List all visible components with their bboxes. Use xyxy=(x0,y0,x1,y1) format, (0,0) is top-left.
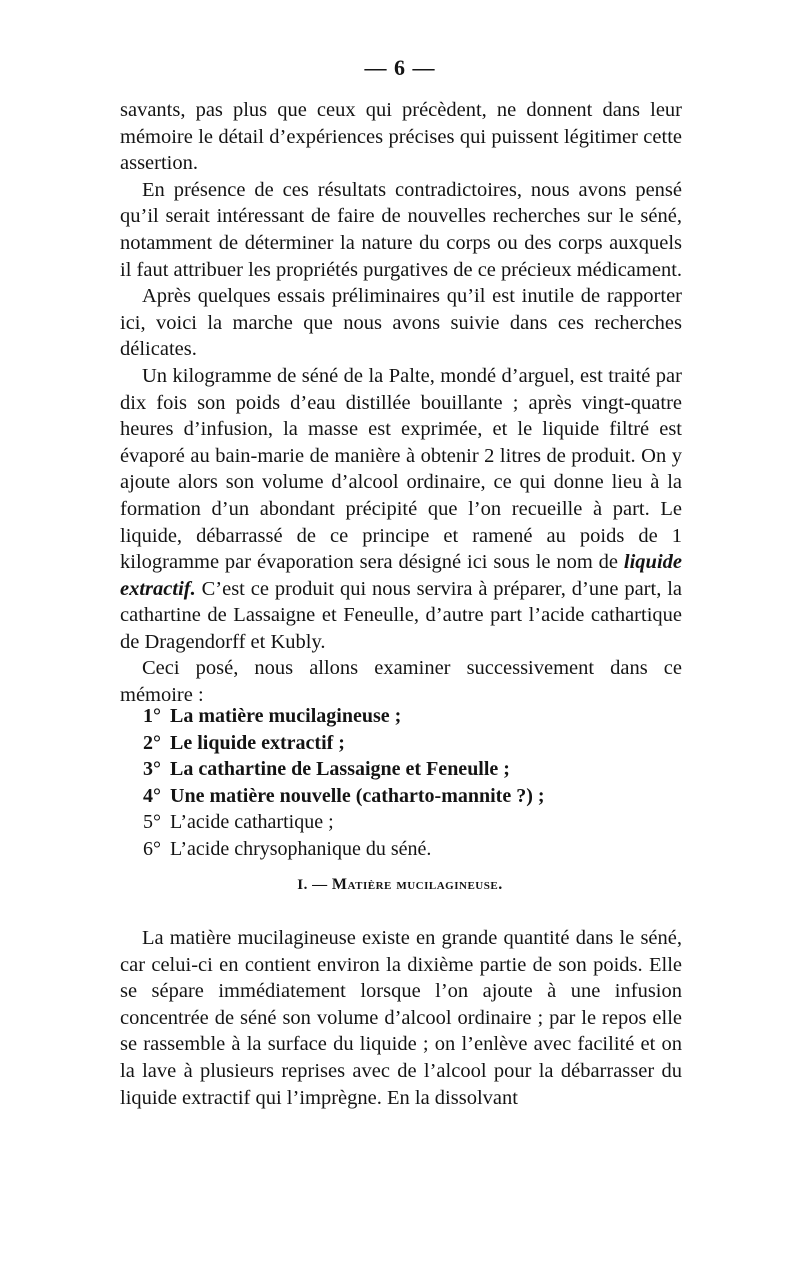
list-item xyxy=(143,756,663,783)
list-item-number: 6° xyxy=(143,837,161,860)
list-item-text: L’acide cathartique ; xyxy=(170,811,334,834)
page-number: — 6 — xyxy=(364,55,436,80)
section-heading xyxy=(0,876,800,894)
list-item-number: 2° xyxy=(143,731,161,754)
list-item-text: L’acide chrysophanique du séné. xyxy=(170,837,432,860)
term-liquide-extractif: liquide extractif. xyxy=(120,551,682,600)
list-item-number: 1° xyxy=(143,705,161,727)
list-item-number: 5° xyxy=(143,811,161,834)
section-dash: — xyxy=(312,877,328,893)
paragraph-contradictory-results: En présence de ces résultats contradictoires, nous avons pensé qu’il serait intéressant de faire de nouvelles recherches sur le séné, notamment de déterminer la nature du corps ou des corps auxquels il faut attribuer les propriétés purgatives de ce précieux médicament. xyxy=(120,178,683,281)
list-item-number: 4° xyxy=(143,784,161,807)
list-item xyxy=(143,809,663,836)
paragraph-method xyxy=(120,363,682,656)
section-numeral: I. xyxy=(297,877,308,893)
method-text-after: C’est ce produit qui nous servira à préparer, d’une part, la cathartine de Lassaigne et Feneulle, d’autre part l’acide cathartique de Dragendorff et Kubly. xyxy=(120,577,683,653)
contents-list xyxy=(143,703,663,863)
list-item xyxy=(143,730,663,757)
section-title: Matière mucilagineuse. xyxy=(331,876,503,893)
list-item-text: Le liquide extractif ; xyxy=(170,731,345,754)
list-item xyxy=(143,703,663,730)
list-item xyxy=(143,836,663,863)
paragraph-list-intro: Ceci posé, nous allons examiner successivement dans ce mémoire : xyxy=(120,657,682,707)
paragraph-mucilage: La matière mucilagineuse existe en grande quantité dans le séné, car celui-ci en contient environ la dixième partie de son poids. Elle se sépare immédiatement lorsque l’on ajoute à une infusion concentrée de séné son volume d’alcool ordinaire ; par le repos elle se rassemble à la surface du liquide ; on l’enlève avec facilité et on la lave à plusieurs reprises avec de l’alcool pour la débarrasser du liquide extractif qui l’imprègne. En la dissolvant xyxy=(120,927,682,1109)
paragraph-continuation: savants, pas plus que ceux qui précèdent, ne donnent dans leur mémoire le détail d’expériences précises qui puissent légitimer cette assertion. xyxy=(120,99,682,175)
list-item-text: Une matière nouvelle (catharto-mannite ?) ; xyxy=(170,784,545,807)
body-text xyxy=(120,97,682,709)
list-item-number: 3° xyxy=(143,758,161,781)
list-item xyxy=(143,783,663,810)
list-item-text: La cathartine de Lassaigne et Feneulle ; xyxy=(170,758,510,781)
list-item-text: La matière mucilagineuse ; xyxy=(170,705,402,727)
method-text-before: Un kilogramme de séné de la Palte, mondé d’arguel, est traité par dix fois son poids d’eau distillée bouillante ; après vingt-quatre heures d’infusion, la masse est exprimée, et le liquide filtré est évaporé au bain-marie de manière à obtenir 2 litres de produit. On y ajoute alors son volume d’alcool ordinaire, ce qui donne lieu à la formation d’un abondant précipité que l’on recueille à part. Le liquide, débarrassé de ce principe et ramené au poids de 1 kilogramme par évaporation sera désigné ici sous le nom de xyxy=(120,364,682,574)
section-body-text xyxy=(120,925,682,1111)
paragraph-preliminary-trials: Après quelques essais préliminaires qu’il est inutile de rapporter ici, voici la marche que nous avons suivie dans ces recherches délicates. xyxy=(120,285,682,361)
